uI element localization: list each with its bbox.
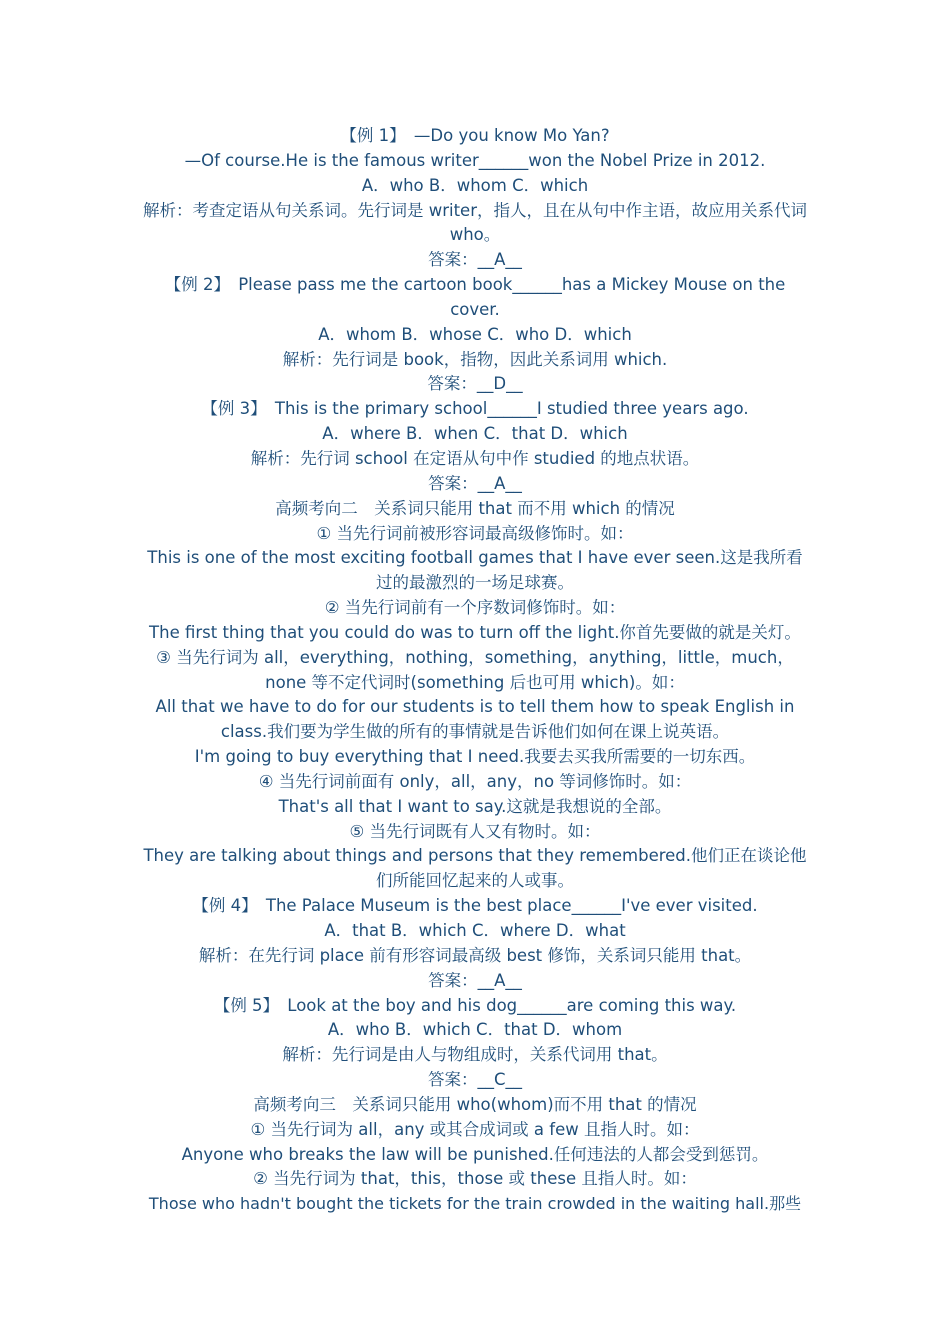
example-1-answer-line: —Of course.He is the famous writer______won the Nobel Prize in 2012. xyxy=(184,150,766,170)
example-4-question: 【例 4】 The Palace Museum is the best place______I've ever visited. xyxy=(192,896,758,916)
rule-3-2-example: Those who hadn't bought the tickets for the train crowded in the waiting hall.那些 xyxy=(148,1194,802,1214)
example-5-question: 【例 5】 Look at the boy and his dog______are coming this way. xyxy=(213,995,737,1015)
rule-2-1: ① 当先行词前被形容词最高级修饰时。如： xyxy=(316,523,634,543)
rule-2-4: ④ 当先行词前面有 only，all，any，no 等词修饰时。如： xyxy=(258,771,692,791)
example-5-analysis: 解析：先行词是由人与物组成时，关系代词用 that。 xyxy=(282,1045,668,1065)
rule-2-3: ③ 当先行词为 all，everything，nothing，something，anything，little，much，none 等不定代词时(something 后也可用 which)。如： xyxy=(156,647,794,692)
rule-2-2: ② 当先行词前有一个序数词修饰时。如： xyxy=(324,598,626,618)
rule-3-2: ② 当先行词为 that，this，those 或 these 且指人时。如： xyxy=(253,1169,697,1189)
rule-2-2-example: The first thing that you could do was to turn off the light.你首先要做的就是关灯。 xyxy=(149,622,801,642)
example-3-options: A．where B．when C．that D．which xyxy=(322,424,628,444)
example-2-analysis: 解析：先行词是 book，指物，因此关系词用 which. xyxy=(282,349,668,369)
example-4-answer: 答案：__A__ xyxy=(428,970,522,990)
section-3-heading: 高频考向三 关系词只能用 who(whom)而不用 that 的情况 xyxy=(253,1094,697,1114)
rule-2-3-example-1: All that we have to do for our students is to tell them how to speak English in class.我们要为学生做的所有的事情就是告诉他们如何在课上说英语。 xyxy=(155,697,795,742)
rule-2-1-example: This is one of the most exciting football games that I have ever seen.这是我所看过的最激烈的一场足球赛。 xyxy=(147,548,803,593)
rule-2-3-example-2: I'm going to buy everything that I need.我要去买我所需要的一切东西。 xyxy=(194,747,756,767)
example-4-options: A．that B．which C．where D．what xyxy=(324,921,626,940)
example-2-question: 【例 2】 Please pass me the cartoon book______has a Mickey Mouse on the cover. xyxy=(164,275,786,319)
example-3-answer: 答案：__A__ xyxy=(428,473,522,493)
example-1-question: 【例 1】 —Do you know Mo Yan? xyxy=(340,126,610,145)
example-3-question: 【例 3】 This is the primary school______I studied three years ago. xyxy=(201,399,749,419)
example-2-answer: 答案：__D__ xyxy=(427,374,523,394)
example-5-answer: 答案：__C__ xyxy=(427,1070,523,1090)
example-3-analysis: 解析：先行词 school 在定语从句中作 studied 的地点状语。 xyxy=(250,448,700,468)
rule-2-5-example: They are talking about things and persons that they remembered.他们正在谈论他们所能回忆起来的人或事。 xyxy=(143,846,807,891)
example-1-options: A．who B．whom C．which xyxy=(361,175,589,195)
document-body xyxy=(140,124,810,1217)
example-2-options: A．whom B．whose C．who D．which xyxy=(318,324,632,344)
rule-2-4-example: That's all that I want to say.这就是我想说的全部。 xyxy=(278,796,672,816)
rule-3-1-example: Anyone who breaks the law will be punished.任何违法的人都会受到惩罚。 xyxy=(181,1144,769,1164)
example-5-options: A．who B．which C．that D．whom xyxy=(327,1020,623,1040)
rule-2-5: ⑤ 当先行词既有人又有物时。如： xyxy=(349,821,601,841)
section-2-heading: 高频考向二 关系词只能用 that 而不用 which 的情况 xyxy=(275,498,675,518)
example-1-analysis: 解析：考查定语从句关系词。先行词是 writer，指人，且在从句中作主语，故应用关系代词 who。 xyxy=(142,200,807,245)
example-1-answer: 答案：__A__ xyxy=(428,250,522,270)
example-4-analysis: 解析：在先行词 place 前有形容词最高级 best 修饰，关系词只能用 that。 xyxy=(198,945,752,965)
rule-3-1: ① 当先行词为 all，any 或其合成词或 a few 且指人时。如： xyxy=(250,1119,700,1139)
